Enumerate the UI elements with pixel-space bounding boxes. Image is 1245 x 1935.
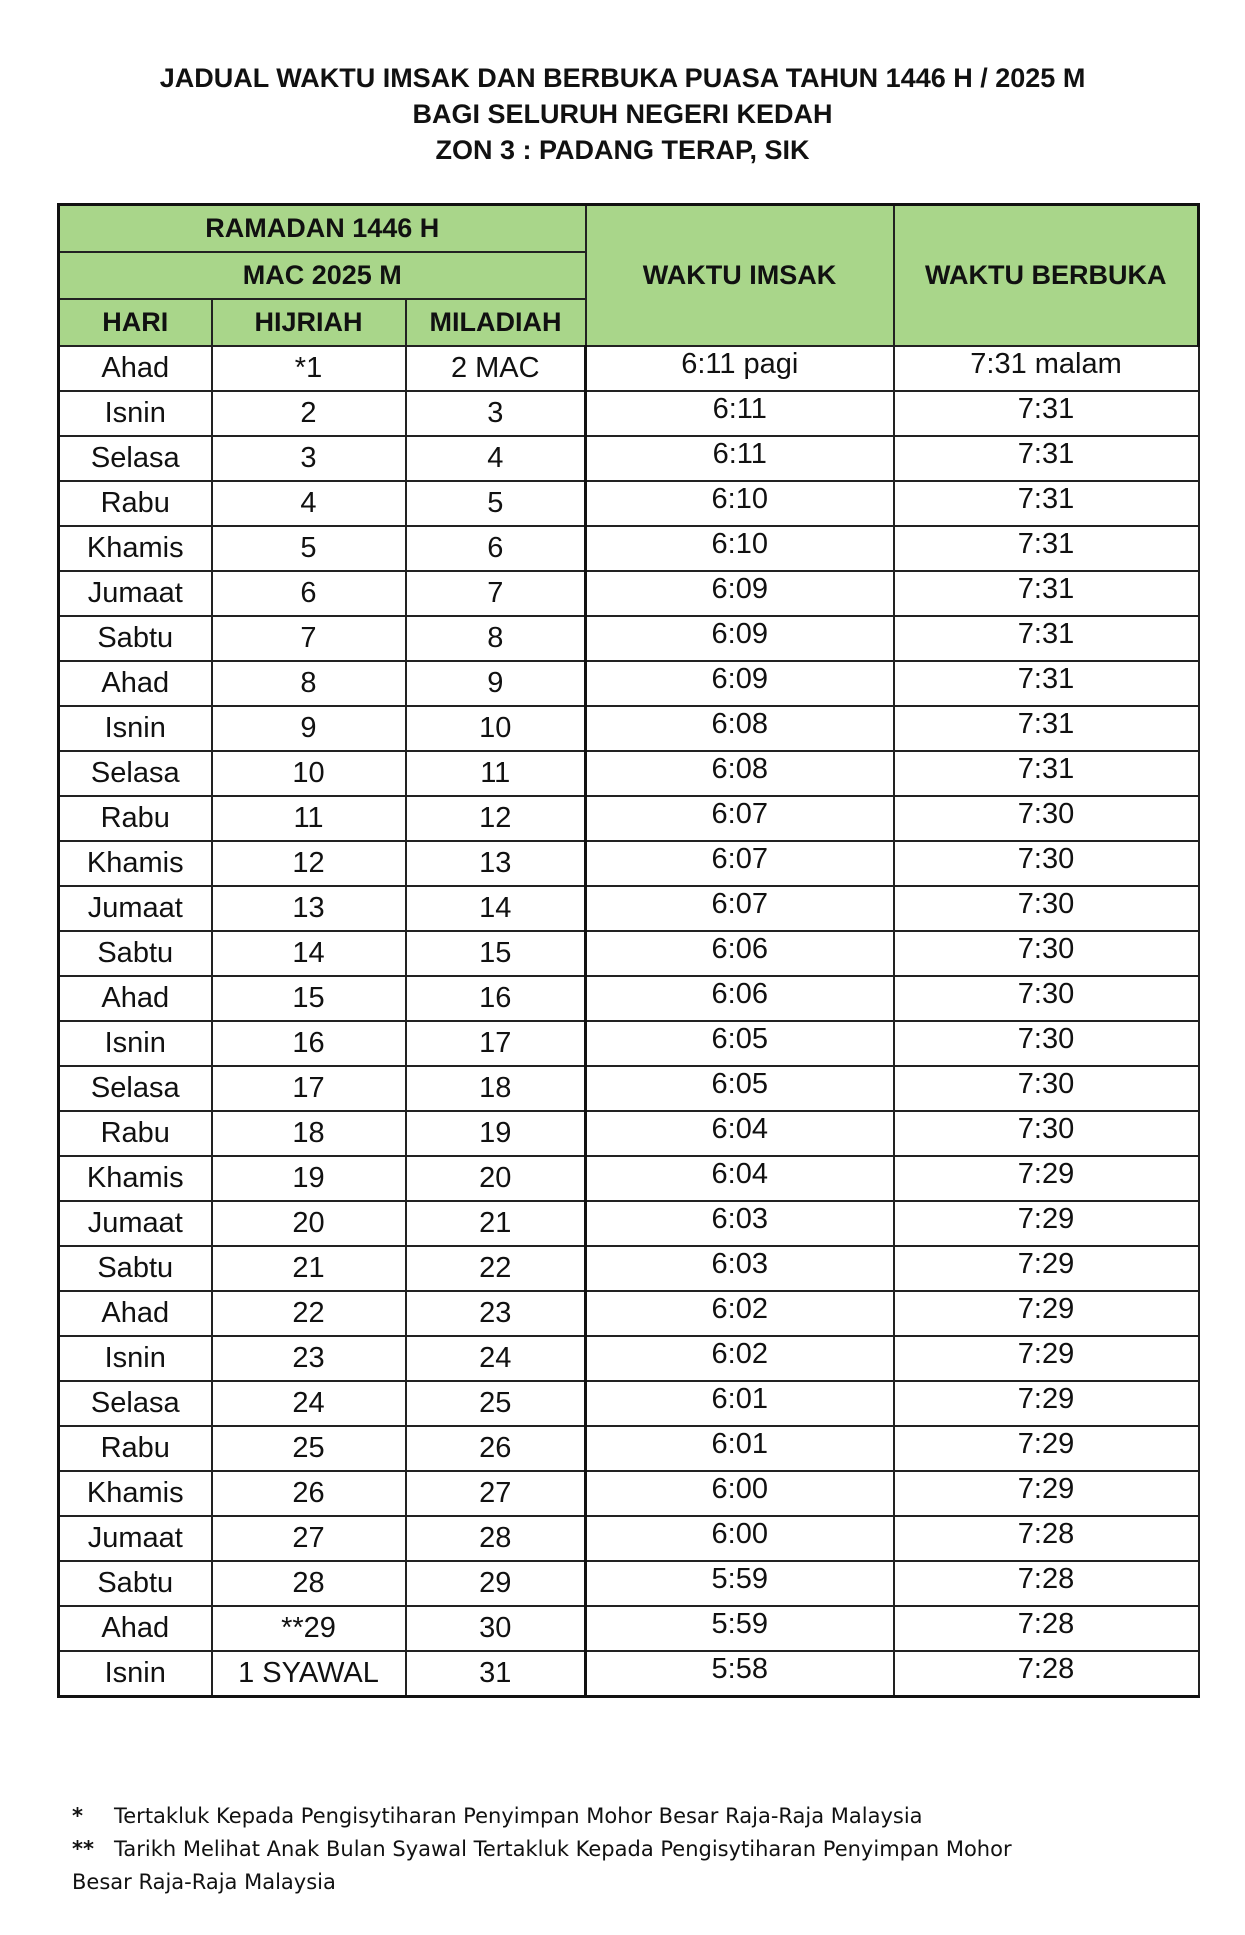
month-header: MAC 2025 M xyxy=(59,252,586,299)
berbuka-time-cell: 7:31 xyxy=(894,571,1199,616)
berbuka-time-cell: 7:28 xyxy=(894,1561,1199,1606)
miladiah-cell: 26 xyxy=(406,1426,586,1471)
footnote-2-mark: ** xyxy=(72,1837,94,1861)
hijriah-cell: **29 xyxy=(212,1606,406,1651)
hijriah-cell: 27 xyxy=(212,1516,406,1561)
berbuka-time-cell: 7:30 xyxy=(894,796,1199,841)
title-line-2: BAGI SELURUH NEGERI KEDAH xyxy=(412,99,833,129)
miladiah-cell: 25 xyxy=(406,1381,586,1426)
hijriah-cell: 26 xyxy=(212,1471,406,1516)
footnote-2-continuation: Besar Raja-Raja Malaysia xyxy=(72,1870,336,1894)
table-row xyxy=(59,436,1199,481)
miladiah-cell: 24 xyxy=(406,1336,586,1381)
table-row xyxy=(59,1246,1199,1291)
footnote-1-text: Tertakluk Kepada Pengisytiharan Penyimpan Mohor Besar Raja-Raja Malaysia xyxy=(114,1804,923,1828)
miladiah-cell: 22 xyxy=(406,1246,586,1291)
miladiah-header: MILADIAH xyxy=(406,299,586,346)
title-line-3: ZON 3 : PADANG TERAP, SIK xyxy=(435,135,810,165)
hijriah-cell: 12 xyxy=(212,841,406,886)
table-row xyxy=(59,1201,1199,1246)
day-cell: Rabu xyxy=(59,1111,212,1156)
day-cell: Sabtu xyxy=(59,931,212,976)
berbuka-time-cell: 7:29 xyxy=(894,1381,1199,1426)
miladiah-cell: 27 xyxy=(406,1471,586,1516)
day-cell: Ahad xyxy=(59,661,212,706)
imsak-time-cell: 6:07 xyxy=(586,796,894,841)
day-cell: Ahad xyxy=(59,1291,212,1336)
miladiah-cell: 7 xyxy=(406,571,586,616)
berbuka-time-cell: 7:31 xyxy=(894,481,1199,526)
imsak-time-cell: 6:00 xyxy=(586,1471,894,1516)
hijriah-cell: 25 xyxy=(212,1426,406,1471)
imsak-time-cell: 6:08 xyxy=(586,751,894,796)
hijriah-cell: 14 xyxy=(212,931,406,976)
miladiah-cell: 12 xyxy=(406,796,586,841)
hijriah-cell: 17 xyxy=(212,1066,406,1111)
miladiah-cell: 10 xyxy=(406,706,586,751)
berbuka-time-cell: 7:31 xyxy=(894,751,1199,796)
berbuka-time-cell: 7:29 xyxy=(894,1336,1199,1381)
table-row xyxy=(59,661,1199,706)
hijriah-cell: 11 xyxy=(212,796,406,841)
imsak-time-cell: 6:10 xyxy=(586,481,894,526)
table-row xyxy=(59,391,1199,436)
imsak-time-cell: 6:09 xyxy=(586,661,894,706)
hijriah-cell: 18 xyxy=(212,1111,406,1156)
footnote-1 xyxy=(72,1800,1192,1833)
imsak-time-cell: 6:08 xyxy=(586,706,894,751)
berbuka-time-cell: 7:31 xyxy=(894,436,1199,481)
table-row xyxy=(59,1381,1199,1426)
miladiah-cell: 23 xyxy=(406,1291,586,1336)
table-row xyxy=(59,1426,1199,1471)
table-row xyxy=(59,706,1199,751)
day-cell: Selasa xyxy=(59,751,212,796)
hijriah-cell: 21 xyxy=(212,1246,406,1291)
hijriah-cell: 1 SYAWAL xyxy=(212,1651,406,1697)
miladiah-cell: 5 xyxy=(406,481,586,526)
miladiah-cell: 17 xyxy=(406,1021,586,1066)
miladiah-cell: 3 xyxy=(406,391,586,436)
miladiah-cell: 14 xyxy=(406,886,586,931)
imsak-header: WAKTU IMSAK xyxy=(586,205,894,347)
day-cell: Rabu xyxy=(59,481,212,526)
day-cell: Khamis xyxy=(59,1471,212,1516)
imsak-time-cell: 6:02 xyxy=(586,1291,894,1336)
berbuka-time-cell: 7:30 xyxy=(894,976,1199,1021)
miladiah-cell: 18 xyxy=(406,1066,586,1111)
imsak-time-cell: 6:04 xyxy=(586,1156,894,1201)
imsak-time-cell: 6:06 xyxy=(586,976,894,1021)
berbuka-time-cell: 7:31 xyxy=(894,526,1199,571)
hijriah-cell: 24 xyxy=(212,1381,406,1426)
berbuka-time-cell: 7:28 xyxy=(894,1516,1199,1561)
day-cell: Khamis xyxy=(59,526,212,571)
table-row xyxy=(59,1021,1199,1066)
hijriah-cell: 2 xyxy=(212,391,406,436)
imsak-time-cell: 5:59 xyxy=(586,1606,894,1651)
table-row xyxy=(59,346,1199,391)
day-cell: Jumaat xyxy=(59,1516,212,1561)
berbuka-time-cell: 7:31 xyxy=(894,706,1199,751)
imsak-time-cell: 6:11 pagi xyxy=(586,346,894,391)
berbuka-time-cell: 7:30 xyxy=(894,886,1199,931)
table-row xyxy=(59,976,1199,1021)
day-cell: Jumaat xyxy=(59,571,212,616)
hijriah-cell: 10 xyxy=(212,751,406,796)
footnote-2 xyxy=(72,1833,1192,1866)
table-row xyxy=(59,931,1199,976)
hari-header: HARI xyxy=(59,299,212,346)
hijriah-cell: 13 xyxy=(212,886,406,931)
table-row xyxy=(59,481,1199,526)
table-row xyxy=(59,1156,1199,1201)
title-line-1: JADUAL WAKTU IMSAK DAN BERBUKA PUASA TAHUN 1446 H / 2025 M xyxy=(159,63,1086,93)
day-cell: Sabtu xyxy=(59,1561,212,1606)
ramadan-header: RAMADAN 1446 H xyxy=(59,205,586,253)
table-row xyxy=(59,886,1199,931)
berbuka-time-cell: 7:31 malam xyxy=(894,346,1199,391)
imsak-time-cell: 6:09 xyxy=(586,616,894,661)
berbuka-time-cell: 7:29 xyxy=(894,1156,1199,1201)
berbuka-time-cell: 7:31 xyxy=(894,661,1199,706)
table-row xyxy=(59,796,1199,841)
table-row xyxy=(59,616,1199,661)
imsak-time-cell: 6:03 xyxy=(586,1246,894,1291)
imsak-time-cell: 6:01 xyxy=(586,1381,894,1426)
day-cell: Rabu xyxy=(59,1426,212,1471)
hijriah-header: HIJRIAH xyxy=(212,299,406,346)
hijriah-cell: 7 xyxy=(212,616,406,661)
table-row xyxy=(59,1516,1199,1561)
day-cell: Ahad xyxy=(59,976,212,1021)
berbuka-time-cell: 7:30 xyxy=(894,1066,1199,1111)
schedule-table xyxy=(57,203,1200,1698)
imsak-time-cell: 5:59 xyxy=(586,1561,894,1606)
miladiah-cell: 6 xyxy=(406,526,586,571)
miladiah-cell: 31 xyxy=(406,1651,586,1697)
table-row xyxy=(59,1651,1199,1697)
day-cell: Khamis xyxy=(59,841,212,886)
berbuka-time-cell: 7:29 xyxy=(894,1246,1199,1291)
day-cell: Ahad xyxy=(59,346,212,391)
berbuka-time-cell: 7:28 xyxy=(894,1651,1199,1697)
imsak-time-cell: 6:05 xyxy=(586,1066,894,1111)
imsak-time-cell: 6:07 xyxy=(586,841,894,886)
day-cell: Khamis xyxy=(59,1156,212,1201)
document-title xyxy=(0,60,1245,168)
berbuka-time-cell: 7:29 xyxy=(894,1426,1199,1471)
table-row xyxy=(59,1336,1199,1381)
day-cell: Jumaat xyxy=(59,886,212,931)
table-row xyxy=(59,1066,1199,1111)
miladiah-cell: 21 xyxy=(406,1201,586,1246)
table-row xyxy=(59,1561,1199,1606)
footnotes xyxy=(72,1800,1192,1899)
day-cell: Sabtu xyxy=(59,1246,212,1291)
hijriah-cell: 4 xyxy=(212,481,406,526)
berbuka-time-cell: 7:29 xyxy=(894,1291,1199,1336)
miladiah-cell: 19 xyxy=(406,1111,586,1156)
miladiah-cell: 11 xyxy=(406,751,586,796)
table-row xyxy=(59,841,1199,886)
day-cell: Ahad xyxy=(59,1606,212,1651)
footnote-2-text-line1: Tarikh Melihat Anak Bulan Syawal Tertakluk Kepada Pengisytiharan Penyimpan Mohor xyxy=(114,1837,1012,1861)
hijriah-cell: 6 xyxy=(212,571,406,616)
hijriah-cell: 20 xyxy=(212,1201,406,1246)
hijriah-cell: 9 xyxy=(212,706,406,751)
hijriah-cell: 3 xyxy=(212,436,406,481)
berbuka-header: WAKTU BERBUKA xyxy=(894,205,1199,347)
imsak-time-cell: 5:58 xyxy=(586,1651,894,1697)
miladiah-cell: 28 xyxy=(406,1516,586,1561)
imsak-time-cell: 6:09 xyxy=(586,571,894,616)
miladiah-cell: 15 xyxy=(406,931,586,976)
imsak-time-cell: 6:05 xyxy=(586,1021,894,1066)
berbuka-time-cell: 7:30 xyxy=(894,1021,1199,1066)
miladiah-cell: 9 xyxy=(406,661,586,706)
miladiah-cell: 2 MAC xyxy=(406,346,586,391)
table-row xyxy=(59,751,1199,796)
day-cell: Sabtu xyxy=(59,616,212,661)
day-cell: Rabu xyxy=(59,796,212,841)
day-cell: Isnin xyxy=(59,1336,212,1381)
table-row xyxy=(59,1291,1199,1336)
hijriah-cell: 19 xyxy=(212,1156,406,1201)
hijriah-cell: 22 xyxy=(212,1291,406,1336)
table-row xyxy=(59,1471,1199,1516)
hijriah-cell: 23 xyxy=(212,1336,406,1381)
miladiah-cell: 16 xyxy=(406,976,586,1021)
berbuka-time-cell: 7:30 xyxy=(894,1111,1199,1156)
berbuka-time-cell: 7:28 xyxy=(894,1606,1199,1651)
miladiah-cell: 8 xyxy=(406,616,586,661)
day-cell: Isnin xyxy=(59,1651,212,1697)
hijriah-cell: 28 xyxy=(212,1561,406,1606)
day-cell: Selasa xyxy=(59,1066,212,1111)
footnote-1-mark: * xyxy=(72,1804,83,1828)
imsak-time-cell: 6:00 xyxy=(586,1516,894,1561)
hijriah-cell: 15 xyxy=(212,976,406,1021)
imsak-time-cell: 6:11 xyxy=(586,391,894,436)
miladiah-cell: 13 xyxy=(406,841,586,886)
hijriah-cell: 16 xyxy=(212,1021,406,1066)
imsak-time-cell: 6:03 xyxy=(586,1201,894,1246)
hijriah-cell: 5 xyxy=(212,526,406,571)
imsak-time-cell: 6:07 xyxy=(586,886,894,931)
berbuka-time-cell: 7:31 xyxy=(894,391,1199,436)
imsak-time-cell: 6:04 xyxy=(586,1111,894,1156)
imsak-time-cell: 6:01 xyxy=(586,1426,894,1471)
berbuka-time-cell: 7:29 xyxy=(894,1201,1199,1246)
day-cell: Jumaat xyxy=(59,1201,212,1246)
day-cell: Isnin xyxy=(59,1021,212,1066)
table-row xyxy=(59,1111,1199,1156)
day-cell: Selasa xyxy=(59,436,212,481)
imsak-time-cell: 6:06 xyxy=(586,931,894,976)
miladiah-cell: 20 xyxy=(406,1156,586,1201)
miladiah-cell: 30 xyxy=(406,1606,586,1651)
day-cell: Isnin xyxy=(59,706,212,751)
miladiah-cell: 4 xyxy=(406,436,586,481)
berbuka-time-cell: 7:30 xyxy=(894,841,1199,886)
berbuka-time-cell: 7:30 xyxy=(894,931,1199,976)
imsak-time-cell: 6:10 xyxy=(586,526,894,571)
table-row xyxy=(59,1606,1199,1651)
berbuka-time-cell: 7:31 xyxy=(894,616,1199,661)
miladiah-cell: 29 xyxy=(406,1561,586,1606)
imsak-time-cell: 6:11 xyxy=(586,436,894,481)
day-cell: Isnin xyxy=(59,391,212,436)
hijriah-cell: 8 xyxy=(212,661,406,706)
hijriah-cell: *1 xyxy=(212,346,406,391)
day-cell: Selasa xyxy=(59,1381,212,1426)
berbuka-time-cell: 7:29 xyxy=(894,1471,1199,1516)
table-row xyxy=(59,571,1199,616)
table-row xyxy=(59,526,1199,571)
imsak-time-cell: 6:02 xyxy=(586,1336,894,1381)
